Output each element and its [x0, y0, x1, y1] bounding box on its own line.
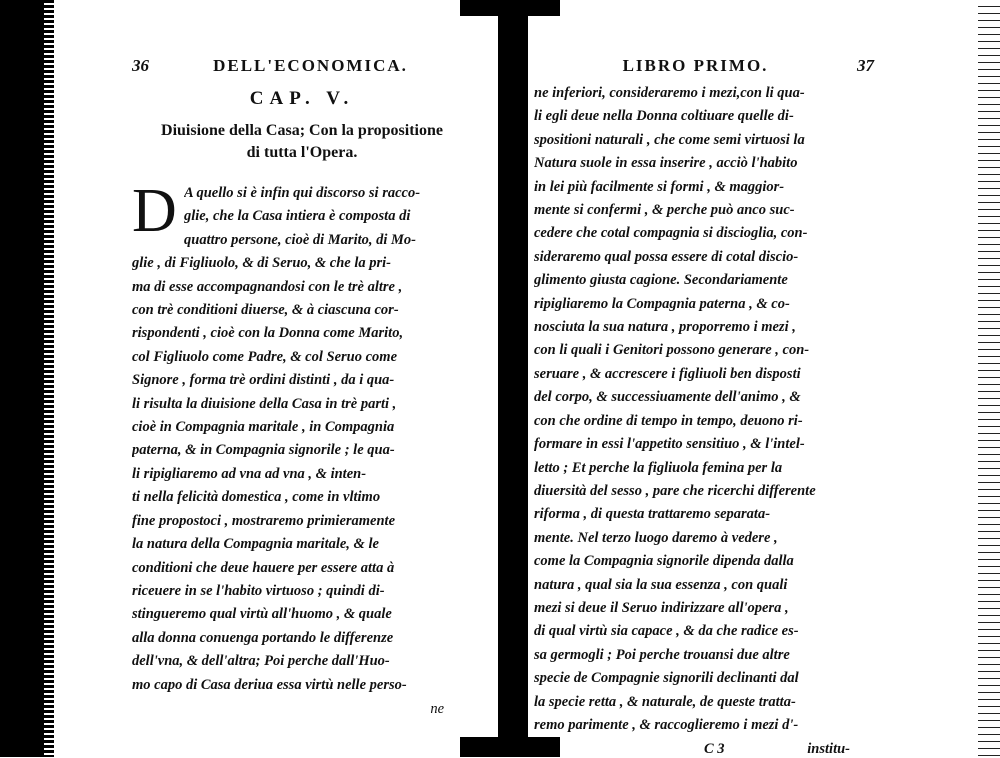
right-body-text — [534, 82, 874, 737]
text-line: conditioni che deue hauere per essere atta à — [132, 559, 395, 576]
right-catchline — [534, 741, 874, 758]
text-line: glie, che la Casa intiera è composta di — [184, 208, 411, 225]
text-line: mo capo di Casa deriua essa virtù nelle perso- — [132, 676, 407, 693]
text-line: di qual virtù sia capace , & da che radice es- — [534, 623, 799, 640]
text-line: con trè conditioni diuerse, & à ciascuna cor- — [132, 302, 399, 319]
text-line: formare in essi l'appetito sensitiuo , & l'intel- — [534, 436, 805, 453]
text-line: ne inferiori, consideraremo i mezi,con li qua- — [534, 85, 805, 101]
left-catchline — [132, 701, 472, 718]
text-line: del corpo, & successiuamente dell'animo , & — [534, 389, 801, 406]
right-page-edges — [978, 0, 1000, 757]
right-running-header — [534, 56, 874, 76]
text-line: cedere che cotal compagnia si discioglia, con- — [534, 225, 808, 242]
text-line: con li quali i Genitori possono generare , con- — [534, 342, 810, 359]
text-line: quattro persone, cioè di Marito, di Mo- — [184, 231, 417, 248]
text-line: spositioni naturali , che come semi virtuosi la — [534, 131, 805, 148]
signature-mark: C 3 — [704, 741, 725, 758]
right-page-number: 37 — [857, 56, 874, 75]
text-line: rispondenti , cioè con la Donna come Marito, — [132, 325, 404, 342]
left-page-edge-shadow — [44, 0, 54, 757]
text-line: natura , qual sia la sua essenza , con quali — [534, 576, 788, 593]
text-line: li egli deue nella Donna coltiuare quelle di- — [534, 108, 794, 125]
text-line: ma di esse accompagnandosi con le trè altre , — [132, 278, 403, 295]
text-line: riceuere in se l'habito virtuoso ; quindi di- — [132, 582, 385, 599]
subtitle-line: di tutta l'Opera. — [246, 144, 358, 161]
text-line: nosciuta la sua natura , proporremo i mezi , — [534, 319, 796, 336]
text-line: mente si confermi , & perche può anco suc- — [534, 202, 795, 219]
left-running-header — [132, 56, 472, 76]
text-line: A quello si è infin qui discorso si racco- — [184, 185, 421, 201]
text-line: col Figliuolo come Padre, & col Seruo come — [132, 348, 398, 365]
text-line: li ripigliaremo ad vna ad vna , & inten- — [132, 465, 367, 482]
text-line: fine propostoci , mostraremo primieramente — [132, 512, 396, 529]
left-catchword: ne — [430, 700, 444, 717]
text-line: diuersità del sesso , pare che ricerchi differente — [534, 482, 816, 499]
chapter-heading: CAP. V. — [249, 88, 355, 109]
left-page-number: 36 — [132, 56, 149, 75]
text-line: con che ordine di tempo in tempo, deuono ri- — [534, 412, 803, 429]
text-line: la natura della Compagnia maritale, & le — [132, 536, 379, 553]
text-line: Signore , forma trè ordini distinti , da i qua- — [132, 372, 395, 389]
left-running-head: DELL'ECONOMICA. — [213, 56, 408, 75]
chapter-subtitle — [132, 120, 472, 164]
text-line: sa germogli ; Poi perche trouansi due altre — [534, 646, 790, 663]
left-page — [132, 56, 472, 718]
text-line: alla donna conuenga portando le differenze — [132, 629, 394, 646]
text-line: dell'vna, & dell'altra; Poi perche dall'Huo- — [132, 653, 390, 670]
text-line: la specie retta , & naturale, de queste tratta- — [534, 693, 796, 710]
text-line: remo parimente , & raccoglieremo i mezi d'- — [534, 716, 799, 733]
drop-cap: D — [132, 177, 177, 245]
text-line: stingueremo qual virtù all'huomo , & quale — [132, 606, 392, 623]
right-running-head: LIBRO PRIMO. — [622, 56, 769, 75]
text-line: Natura suole in essa inserire , acciò l'habito — [534, 155, 798, 172]
text-line: paterna, & in Compagnia signorile ; le qua- — [132, 442, 395, 459]
text-line: specie de Compagnie signorili declinanti dal — [534, 670, 799, 687]
text-line: seruare , & accrescere i figliuoli ben disposti — [534, 365, 801, 382]
text-line: mezi si deue il Seruo indirizzare all'opera , — [534, 599, 789, 616]
text-line: ripigliaremo la Compagnia paterna , & co- — [534, 295, 790, 312]
subtitle-line: Diuisione della Casa; Con la propositione — [161, 122, 443, 139]
text-line: glimento giusta cagione. Secondariamente — [534, 272, 788, 289]
book-gutter — [498, 0, 528, 757]
text-line: glie , di Figliuolo, & di Seruo, & che la pri- — [132, 255, 392, 272]
text-line: in lei più facilmente si formi , & maggior- — [534, 178, 785, 195]
text-line: cioè in Compagnia maritale , in Compagnia — [132, 419, 395, 436]
right-page — [534, 56, 874, 758]
right-catchword: institu- — [807, 741, 850, 758]
text-line: ti nella felicità domestica , come in vltimo — [132, 489, 381, 506]
text-line: letto ; Et perche la figliuola femina per la — [534, 459, 783, 476]
text-line: mente. Nel terzo luogo daremo à vedere , — [534, 529, 778, 546]
text-line: riforma , di questa trattaremo separata- — [534, 506, 771, 523]
left-body-text — [132, 177, 472, 697]
text-line: sideraremo qual possa essere di cotal discio- — [534, 248, 799, 265]
text-line: come la Compagnia signorile dipenda dalla — [534, 553, 794, 570]
text-line: li risulta la diuisione della Casa in trè parti , — [132, 395, 397, 412]
